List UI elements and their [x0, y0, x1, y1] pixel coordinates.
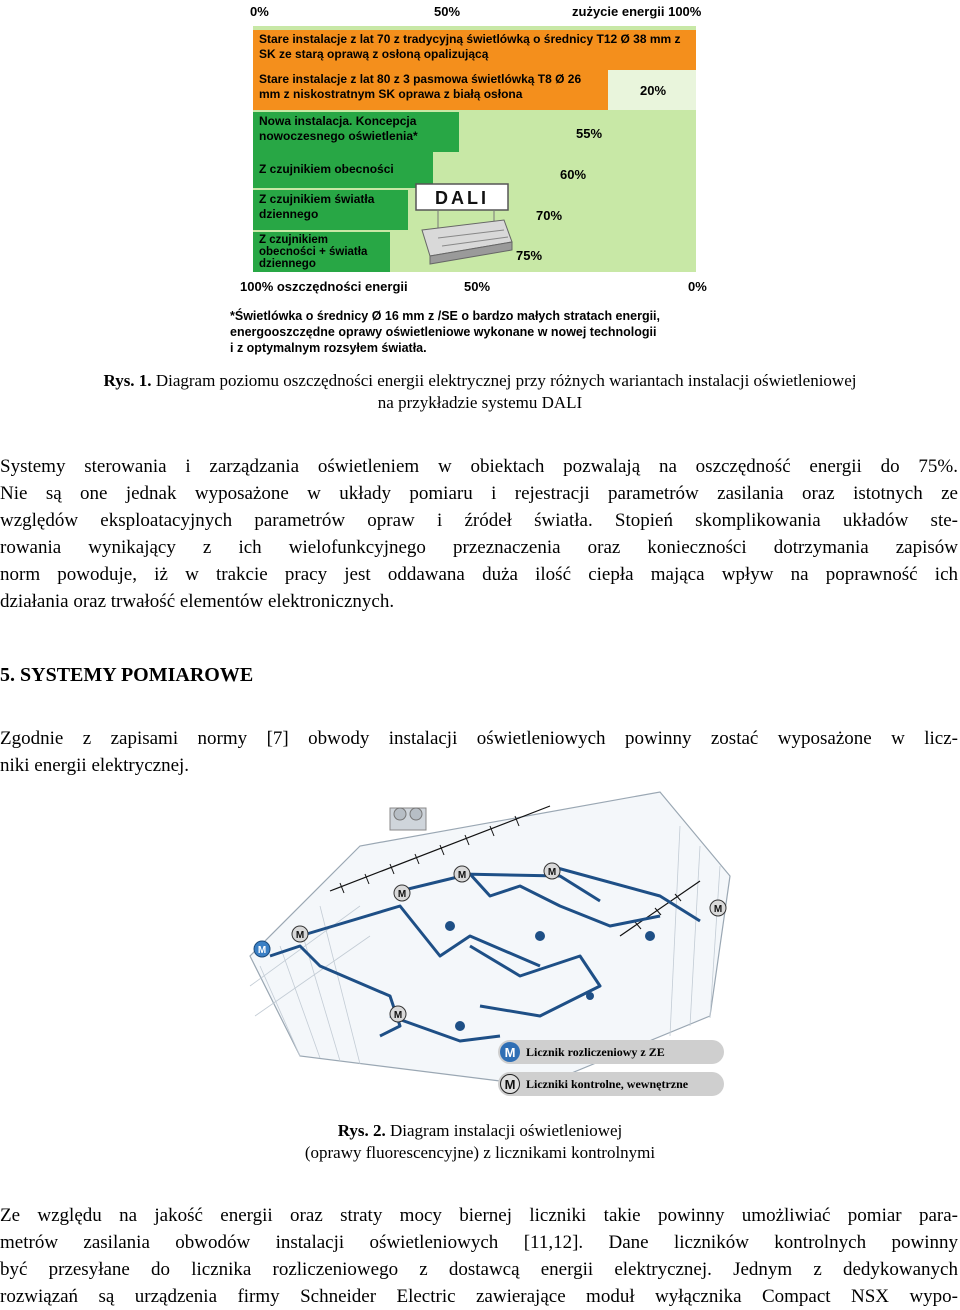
footnote-line: energooszczędne oprawy oświetleniowe wykonane w nowej technologii — [230, 325, 657, 339]
caption-text-line2: (oprawy fluorescencyjne) z licznikami kontrolnymi — [304, 1143, 656, 1162]
paragraph-line: Ze względu na jakość energii oraz straty mocy biernej liczniki takie powinny umożliwiać pomiar para- — [0, 1205, 958, 1226]
svg-text:M: M — [457, 870, 467, 881]
bottom-label-0: 0% — [688, 279, 707, 294]
bottom-label-savings: 100% oszczędności energii — [240, 279, 408, 294]
paragraph-power-quality — [0, 1202, 958, 1310]
percent-70: 70% — [536, 208, 563, 223]
energy-savings-diagram — [228, 0, 728, 360]
paragraph-line: względów eksploatacyjnych parametrów opraw i źródeł światła. Stopień skomplikowania układów ste- — [0, 510, 958, 531]
paragraph-measurement — [0, 725, 958, 779]
paragraph-line: rozwiązań są urządzenia firmy Schneider Electric zawierające moduł wyłącznika Compact NSX wypo- — [0, 1286, 958, 1307]
bottom-label-50: 50% — [464, 279, 491, 294]
legend-label: Liczniki kontrolne, wewnętrzne — [526, 1076, 689, 1091]
meter-marker — [292, 926, 308, 942]
legend-control-meters — [498, 1072, 724, 1096]
bar-new-installation: Nowa instalacja. Koncepcja nowoczesnego oświetlenia* — [253, 112, 459, 152]
meter-marker — [710, 900, 726, 916]
dali-luminaire-illustration — [408, 180, 518, 270]
paragraph-line: rowania wynikający z ich wielofunkcyjnego przeznaczenia oraz konieczności dotrzymania zapisów — [0, 537, 958, 558]
svg-text:M: M — [393, 1010, 403, 1021]
paragraph-line: Systemy sterowania i zarządzania oświetleniem w obiektach pozwalają na oszczędność energii do 75%. — [0, 456, 958, 477]
paragraph-line: być przesyłane do licznika rozliczeniowego z dostawcą energii elektrycznej. Jednym z dedykowanych — [0, 1259, 958, 1280]
figure1-footnote — [230, 308, 660, 356]
meter-marker — [390, 1006, 406, 1022]
caption-text: Diagram instalacji oświetleniowej — [390, 1121, 623, 1140]
svg-text:M: M — [295, 930, 305, 941]
caption-label: Rys. 1. — [103, 371, 152, 390]
svg-text:M: M — [397, 889, 407, 900]
meter-gray-icon: M — [500, 1074, 520, 1094]
meter-marker — [254, 941, 270, 957]
paragraph-control-systems — [0, 453, 958, 615]
meter-blue-icon: M — [500, 1042, 520, 1062]
legend-billing-meter — [498, 1040, 724, 1064]
caption-text: Diagram poziomu oszczędności energii elektrycznej przy różnych wariantach instalacji oświetleniowej — [155, 371, 857, 390]
bar-daylight: Z czujnikiem światła dziennego — [253, 190, 408, 230]
paragraph-line: Zgodnie z zapisami normy [7] obwody instalacji oświetleniowych powinny zostać wyposażone w licz- — [0, 728, 958, 749]
svg-text:M: M — [547, 867, 557, 878]
section-heading: 5. SYSTEMY POMIAROWE — [0, 664, 254, 686]
caption-label: Rys. 2. — [337, 1121, 386, 1140]
bar-occupancy-daylight: Z czujnikiem obecności + światła dziennego — [253, 232, 390, 272]
figure1-caption — [0, 370, 960, 414]
percent-55: 55% — [576, 126, 603, 141]
percent-60: 60% — [560, 167, 587, 182]
bar-t8: Stare instalacje z lat 80 z 3 pasmowa świetlówką T8 Ø 26 mm z niskostratnym SK oprawa z białą osłona — [253, 70, 608, 110]
footnote-line: i z optymalnym rozsyłem światła. — [230, 341, 427, 355]
svg-text:M: M — [713, 904, 723, 915]
bar-t12: Stare instalacje z lat 70 z tradycyjną świetlówką o średnicy T12 Ø 38 mm z SK ze starą oprawą z osłoną opalizującą — [253, 30, 696, 70]
top-label-0: 0% — [250, 4, 269, 19]
dali-label: DALI — [435, 188, 489, 208]
lighting-installation-diagram — [240, 786, 740, 1106]
paragraph-line: niki energii elektrycznej. — [0, 755, 190, 776]
top-label-50: 50% — [434, 4, 461, 19]
figure2-caption — [0, 1120, 960, 1164]
svg-text:M: M — [257, 945, 267, 956]
top-label-usage: zużycie energii 100% — [572, 4, 702, 19]
meter-marker — [454, 866, 470, 882]
legend-label: Licznik rozliczeniowy z ZE — [526, 1044, 665, 1059]
meter-marker — [394, 885, 410, 901]
paragraph-line: Nie są one jednak wyposażone w układy pomiaru i rejestracji parametrów zasilania oraz istotnych ze — [0, 483, 958, 504]
bar-occupancy: Z czujnikiem obecności — [253, 152, 433, 188]
meter-marker — [544, 863, 560, 879]
paragraph-line: norm powoduje, iż w trakcie pracy jest oddawana duża ilość ciepła mająca wpływ na poprawność ich — [0, 564, 958, 585]
percent-20: 20% — [640, 83, 667, 98]
paragraph-line: działania oraz trwałość elementów elektronicznych. — [0, 591, 395, 612]
paragraph-line: metrów zasilania obwodów instalacji oświetleniowych [11,12]. Dane liczników kontrolnych powinny — [0, 1232, 958, 1253]
caption-text-line2: na przykładzie systemu DALI — [377, 393, 583, 412]
footnote-line: *Świetlówka o średnicy Ø 16 mm z /SE o bardzo małych stratach energii, — [230, 309, 661, 323]
percent-75: 75% — [516, 248, 543, 263]
